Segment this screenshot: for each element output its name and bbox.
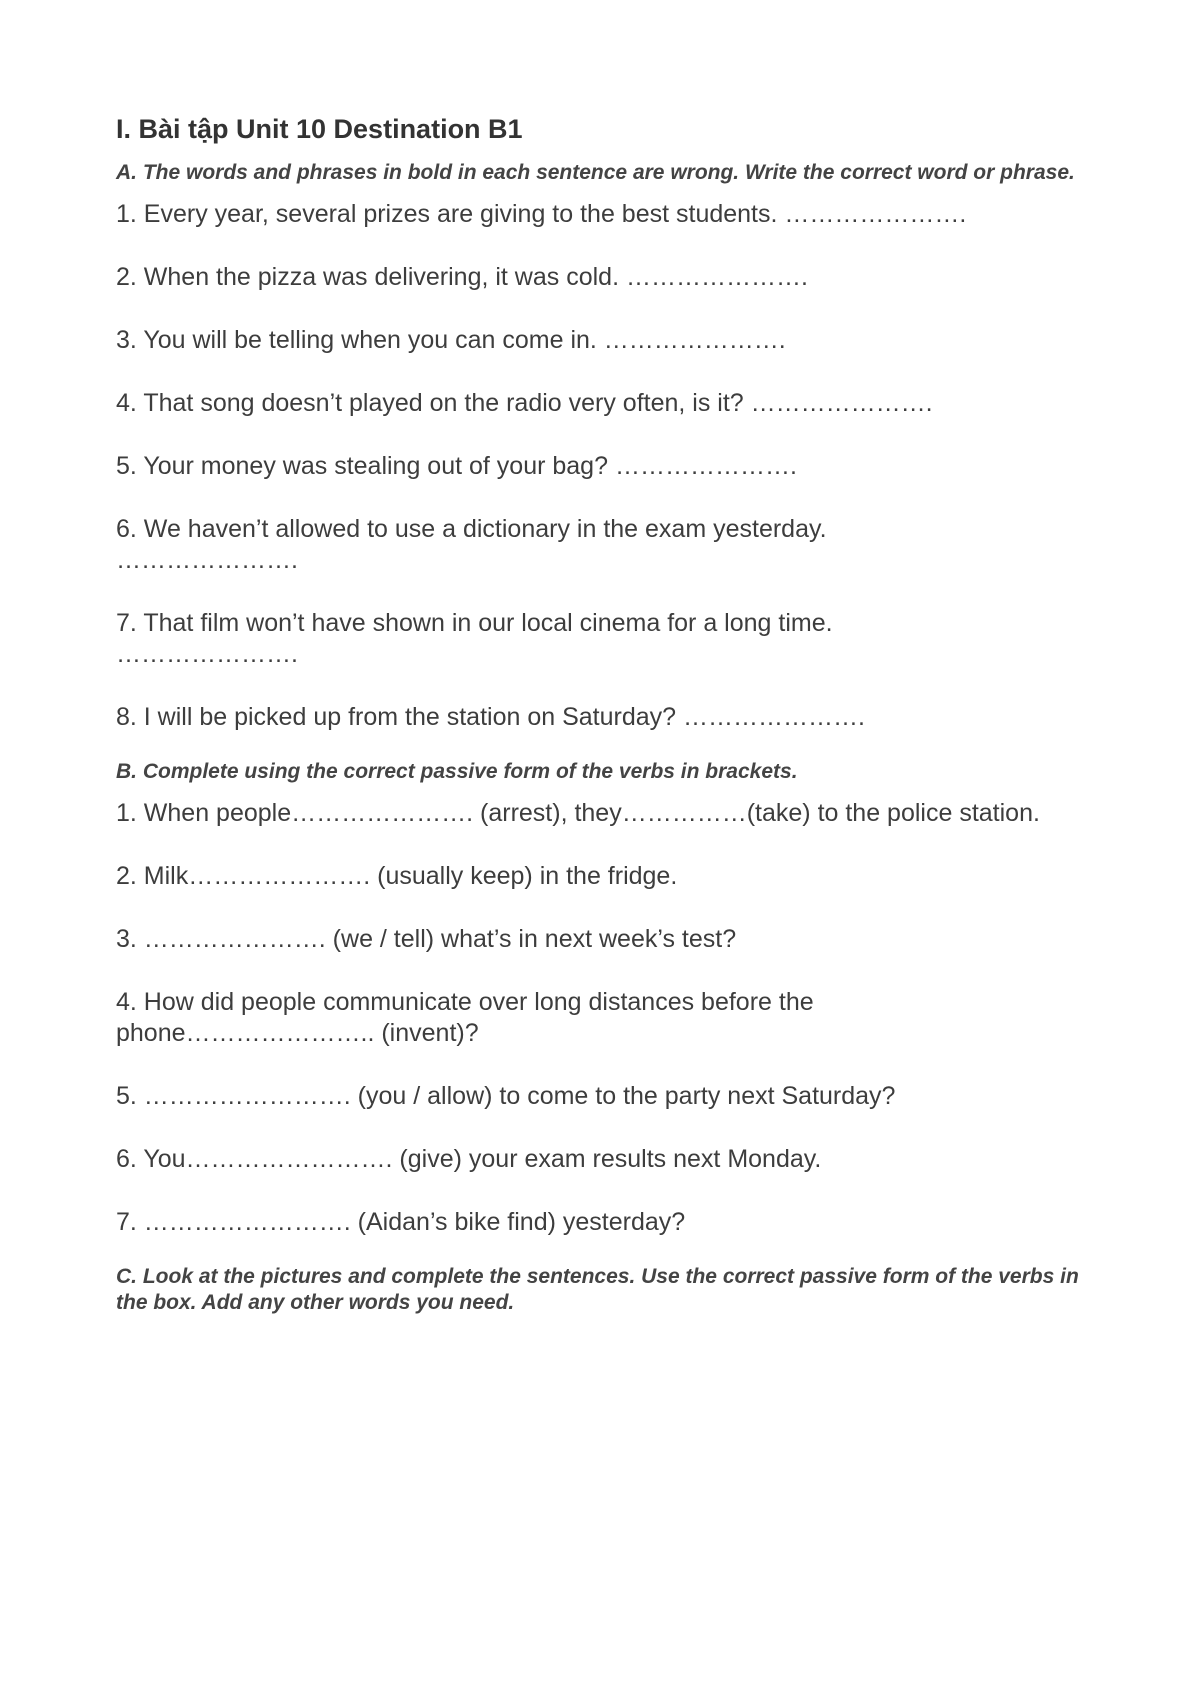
section-a-item-1: 1. Every year, several prizes are giving to the best students. …………………. [116,200,967,228]
section-a-item-6-text: 6. We haven’t allowed to use a dictionary in the exam yesterday. [116,515,827,543]
page-title: I. Bài tập Unit 10 Destination B1 [116,114,523,144]
section-a-item-7 [116,608,1106,670]
section-a-item-8: 8. I will be picked up from the station on Saturday? …………………. [116,703,865,731]
section-a-item-5: 5. Your money was stealing out of your bag? …………………. [116,452,797,480]
section-b-item-1: 1. When people…………………. (arrest), they……………(take) to the police station. [116,799,1040,827]
section-a-item-6-blank: …………………. [116,546,298,574]
section-b-item-4-cont: phone………………….. (invent)? [116,1019,479,1047]
section-a-item-4: 4. That song doesn’t played on the radio very often, is it? …………………. [116,389,933,417]
section-b-item-4 [116,987,1106,1049]
section-a-instruction: A. The words and phrases in bold in each sentence are wrong. Write the correct word or phrase. [116,161,1075,184]
worksheet-page [116,112,1106,1329]
section-b-item-7: 7. ……………………. (Aidan’s bike find) yesterday? [116,1208,686,1236]
section-a-item-2: 2. When the pizza was delivering, it was cold. …………………. [116,263,808,291]
section-b-item-6: 6. You……………………. (give) your exam results next Monday. [116,1145,822,1173]
section-b-item-2: 2. Milk…………………. (usually keep) in the fridge. [116,862,678,890]
section-b-item-3: 3. …………………. (we / tell) what’s in next week’s test? [116,925,737,953]
section-a-item-3: 3. You will be telling when you can come in. …………………. [116,326,786,354]
section-a-item-7-blank: …………………. [116,640,298,668]
section-b-item-4-text: 4. How did people communicate over long distances before the [116,988,814,1016]
section-a-item-7-text: 7. That film won’t have shown in our local cinema for a long time. [116,609,833,637]
section-c-instruction: C. Look at the pictures and complete the sentences. Use the correct passive form of the verbs in the box. Add any other words you need. [116,1265,1079,1314]
section-b-instruction: B. Complete using the correct passive form of the verbs in brackets. [116,760,798,783]
section-b-item-5: 5. ……………………. (you / allow) to come to the party next Saturday? [116,1082,896,1110]
section-a-item-6 [116,514,1106,576]
